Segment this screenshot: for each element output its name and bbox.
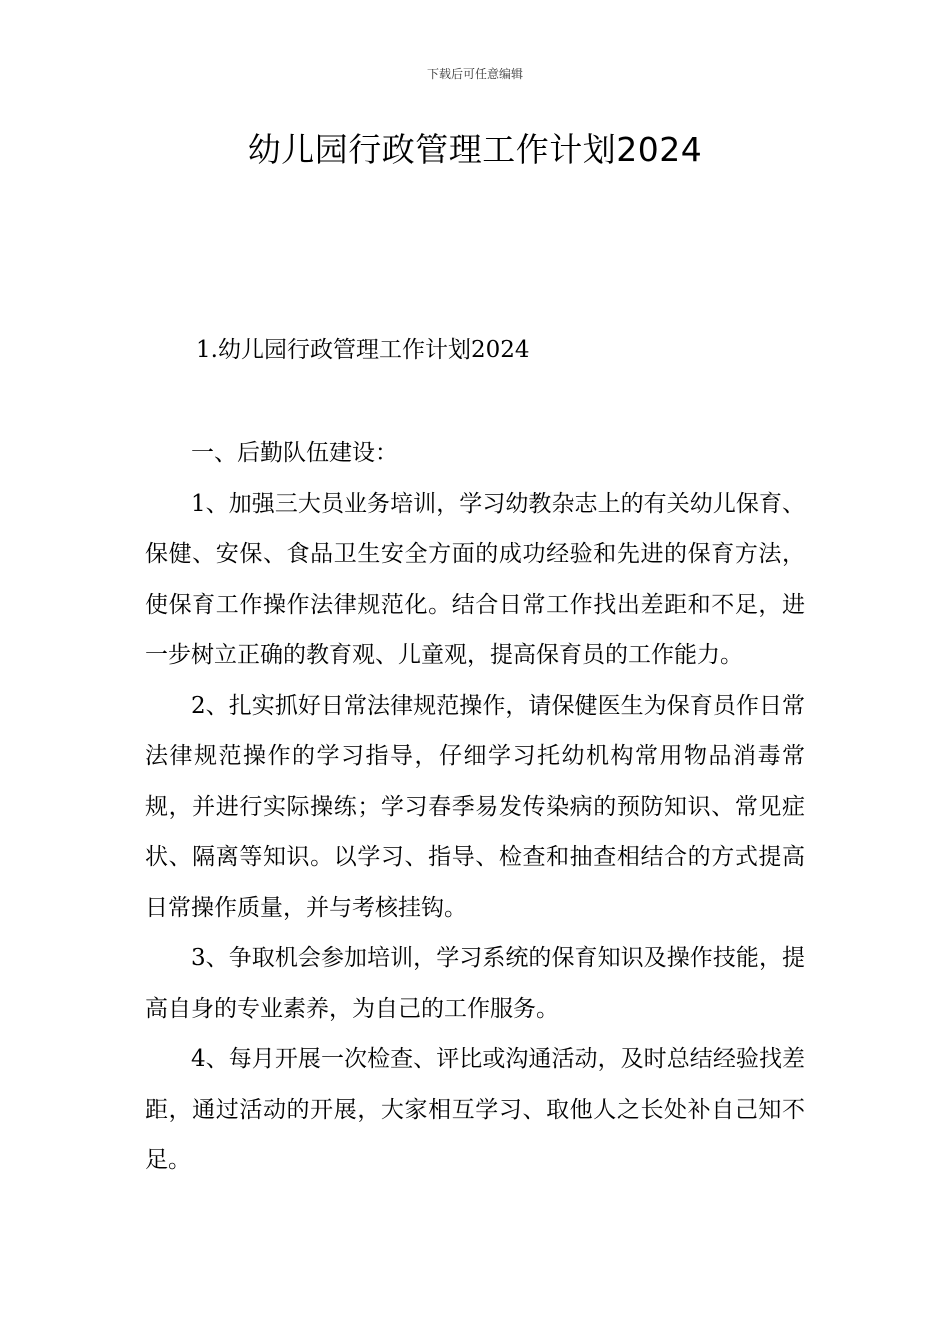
paragraph-heading-logistics: 一、后勤队伍建设： xyxy=(191,440,398,466)
paragraph-item-2: 2、扎实抓好日常法律规范操作，请保健医生为保育员作日常法律规范操作的学习指导，仔细学习托幼机构常用物品消毒常规，并进行实际操练；学习春季易发传染病的预防知识、常见症状、隔离等知识。以学习、指导、检查和抽查相结合的方式提高日常操作质量，并与考核挂钩。 xyxy=(145,692,805,921)
paragraph-item-3: 3、争取机会参加培训，学习系统的保育知识及操作技能，提高自身的专业素养，为自己的工作服务。 xyxy=(145,945,805,1022)
document-title: 幼儿园行政管理工作计划2024 xyxy=(247,130,703,169)
document-body xyxy=(145,428,805,1186)
paragraph-item-4: 4、每月开展一次检查、评比或沟通活动，及时总结经验找差距，通过活动的开展，大家相互学习、取他人之长处补自己知不足。 xyxy=(145,1046,805,1173)
section-heading: 1.幼儿园行政管理工作计划2024 xyxy=(196,337,530,363)
paragraph-item-1: 1、加强三大员业务培训，学习幼教杂志上的有关幼儿保育、保健、安保、食品卫生安全方面的成功经验和先进的保育方法，使保育工作操作法律规范化。结合日常工作找出差距和不足，进一步树立正确的教育观、儿童观，提高保育员的工作能力。 xyxy=(145,490,805,668)
header-note: 下载后可任意编辑 xyxy=(426,67,523,81)
